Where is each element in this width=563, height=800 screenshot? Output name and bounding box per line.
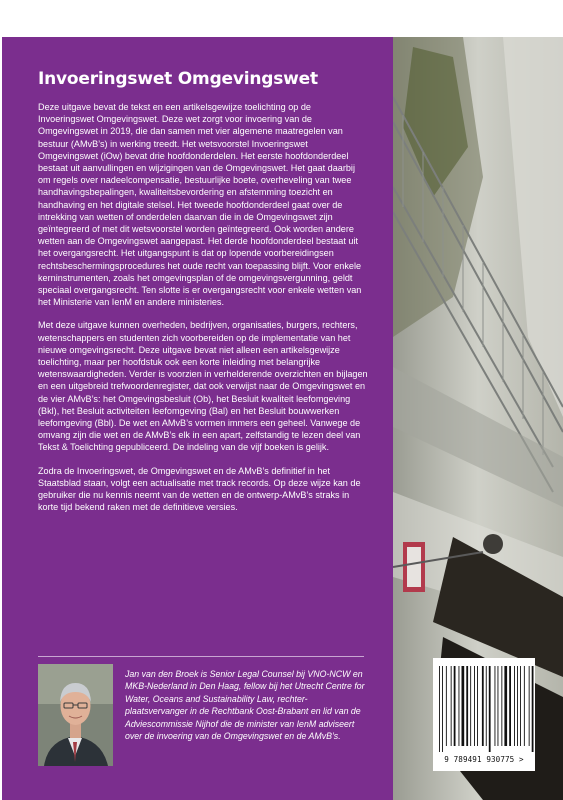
barcode-bar — [529, 666, 530, 746]
barcode-bar — [442, 666, 443, 752]
barcode-bar — [517, 666, 518, 746]
barcode-bar — [459, 666, 460, 746]
isbn-barcode — [433, 658, 535, 771]
barcode-bar — [495, 666, 496, 746]
barcode-bar — [474, 666, 475, 746]
author-bio: Jan van den Broek is Senior Legal Counsel bij VNO-NCW en MKB-Nederland in Den Haag, fellow bij het Utrecht Centre for Water, Oceans and Sustainability Law, rechter-plaatsvervanger in de Rechtbank Oost-Brabant en lid van de Adviescommissie Nijhof die de minister van IenM adviseert over de invoering van de Omgevingswet en de AMvB’s. — [125, 669, 365, 742]
barcode-bar — [514, 666, 515, 746]
barcode-bar — [532, 666, 534, 752]
barcode-bar — [509, 666, 511, 746]
barcode-bar — [524, 666, 525, 746]
blurb-paragraph-2: Met deze uitgave kunnen overheden, bedrijven, organisaties, burgers, rechters, wetenschappers en studenten zich voorbereiden op de implementatie van het nieuwe omgevingsrecht. Deze uitgave bevat niet alleen een artikelsgewijze toelichting, maar per hoofdstuk ook een korte inleiding met belangrijke wetenswaardigheden. Verder is voorzien in verhelderende overzichten en bijlagen en een uitgebreid trefwoordenregister, dat ook verwijst naar de Omgevingswet en de vier AMvB’s: het Omgevingsbesluit (Ob), het Besluit kwaliteit leefomgeving (Bkl), het Besluit activiteiten leefomgeving (Bal) en het Besluit bouwwerken leefomgeving (Bbl). De wet en AMvB’s vormen immers een geheel. Vanwege de omvang zijn die wet en de AMvB’s elk in een apart, zelfstandig te lezen deel van Tekst & Toelichting gepubliceerd. De indeling van de vijf boeken is gelijk. — [38, 320, 368, 453]
isbn-number: 9 789491 930775 > — [444, 755, 524, 764]
barcode-bar — [439, 666, 440, 752]
barcode-bar — [482, 666, 484, 746]
barcode-bars — [433, 658, 535, 754]
barcode-bar — [498, 666, 499, 746]
book-title: Invoeringswet Omgevingswet — [38, 69, 318, 89]
divider — [38, 656, 364, 657]
book-back-cover — [2, 37, 563, 800]
barcode-bar — [501, 666, 502, 746]
blurb-paragraph-3: Zodra de Invoeringswet, de Omgevingswet en de AMvB’s definitief in het Staatsblad staan, volgt een actualisatie met track records. Op deze wijze kan de gebruiker die nu kennis neemt van de wetten en de ontwerp-AMvB’s straks in korte tijd bekend raken met de definitieve versies. — [38, 465, 361, 513]
barcode-bar — [466, 666, 468, 746]
text-panel — [2, 37, 393, 800]
barcode-bar — [451, 666, 452, 746]
barcode-bar — [520, 666, 521, 746]
barcode-bar — [477, 666, 478, 746]
barcode-bar — [470, 666, 471, 746]
blurb-paragraph-1: Deze uitgave bevat de tekst en een artikelsgewijze toelichting op de Invoeringswet Omgevingswet. Deze wet zorgt voor invoering van de Omgevingswet in 2019, die dan samen met vier algemene maatregelen van bestuur (AMvB’s) in werking treedt. Het wetsvoorstel Invoeringswet Omgevingswet (iOw) bevat drie hoofdonderdelen. Het eerste hoofdonderdeel bestaat uit aanvullingen en wijzigingen van de Omgevingswet. Het gaat daarbij om regels over nadeelcompensatie, bestuurlijke boete, overheveling van twee handhavingsbepalingen, kwaliteitsbevordering en afstemming toezicht en handhaving en het digitale stelsel. Het tweede hoofdonderdeel gaat over de intrekking van wetten of onderdelen daarvan die in de Omgevingswet zijn geïntegreerd of met dit wetsvoorstel worden geïntegreerd. Ook worden andere wetten aan de Omgevingswet aangepast. Het derde hoofdonderdeel bestaat uit het overgangsrecht. Het uitgangspunt is dat op lopende voorbereidingsen rechtsbeschermingsprocedures het oude recht van toepassing blijft. Voor enkele kerninstrumenten, zoals het omgevingsplan of de omgevingsvergunning, geldt speciaal overgangsrecht. Ten slotte is er overgangsrecht voor enkele wetten van het Ministerie van IenM en andere ministeries. — [38, 102, 362, 308]
barcode-bar — [454, 666, 456, 746]
author-portrait — [38, 664, 113, 766]
barcode-bar — [462, 666, 465, 746]
blurb — [38, 101, 368, 525]
author-portrait-illustration — [38, 664, 113, 766]
barcode-bar — [489, 666, 491, 752]
barcode-bar — [486, 666, 487, 746]
barcode-bar — [504, 666, 507, 746]
barcode-bar — [446, 666, 447, 746]
author-section — [38, 664, 368, 774]
